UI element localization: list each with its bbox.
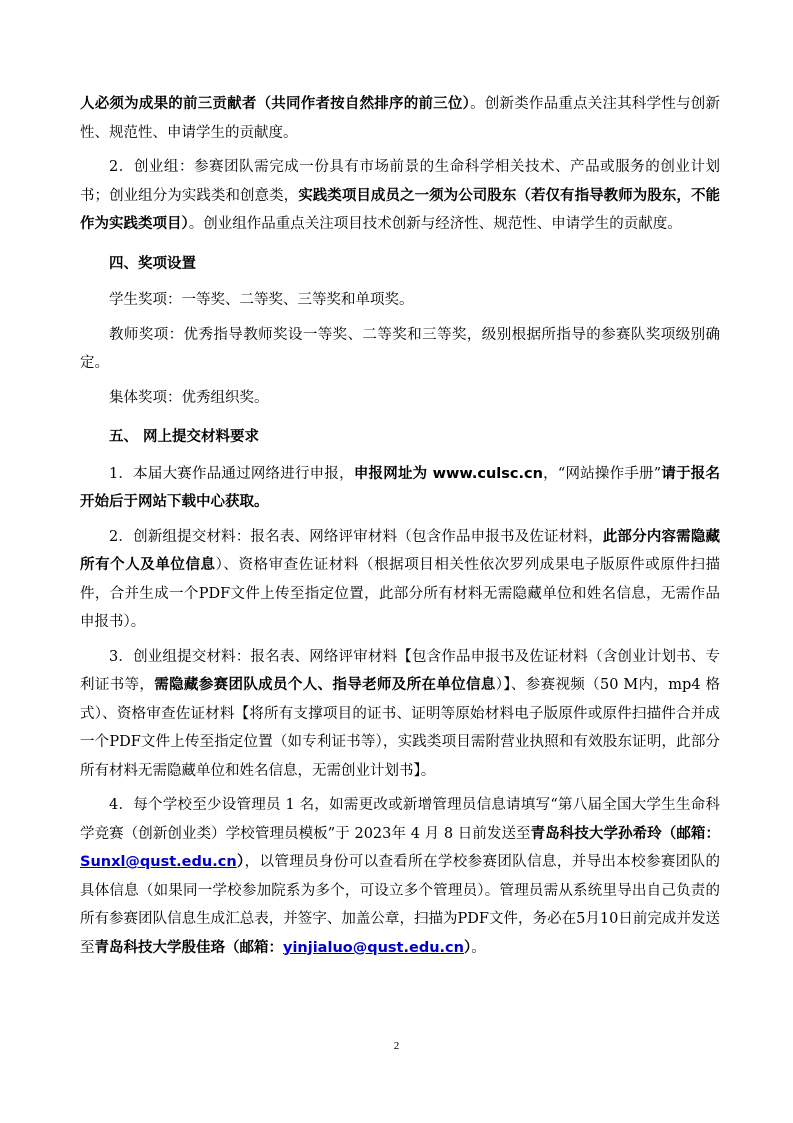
body-text: 。创新类作品重点关注其科学性与创新性、规范性、申请学生的贡献度。 [80,96,721,141]
paragraph-submission-item-2 [80,523,720,637]
body-text: ， [542,465,558,482]
paragraph-submission-item-1 [80,460,720,517]
body-text: 。创业组作品重点关注项目技术创新与经济性、规范性、申请学生的贡献度。 [188,216,682,232]
body-text: ）、资格审查佐证材料（根据项目相关性依次罗列成果电子版原件或原件扫描件，合并生成一个PDF文件上传至指定位置，此部分所有材料无需隐藏单位和姓名信息，无需作品申报书）。 [80,557,721,630]
body-text: 3．创业组提交材料：报名表、网络评审材料【包含作品申报书及佐证材料（含创业计划书、专利证书等， [80,648,720,693]
body-text: 1．本届大赛作品通过网络进行申报， [109,465,354,482]
manual-title: “网站操作手册” [557,465,662,482]
bold-text: 请于报名开始后于网站下载中心获取。 [80,465,721,510]
section-heading-awards: 四、奖项设置 [109,255,196,272]
body-text: 2．创业组：参赛团队需完成一份具有市场前景的生命科学相关技术、产品或服务的创业计划书；创业组分为实践类和创意类， [80,159,720,204]
paragraph-teacher-awards: 教师奖项：优秀指导教师奖设一等奖、二等奖和三等奖，级别根据所指导的参赛队奖项级别确定。 [80,326,720,371]
body-text: 2．创新组提交材料：报名表、网络评审材料（包含作品申报书及佐证材料， [109,528,603,545]
email-link[interactable]: Sunxl@qust.edu.cn [80,854,237,870]
bold-text: ） [236,854,245,870]
paragraph-submission-item-4 [80,791,720,962]
body-text: ）】、参赛视频（50 M内，mp4 格式）、资格审查佐证材料【将所有支撑项目的证书、证明等原始材料电子版原件或原件扫描件合并成一个PDF文件上传至指定位置（如专利证书等），实践类项目需附营业执照和有效股东证明，此部分所有材料无需隐藏单位和姓名信息，无需创业计划书】。 [80,677,720,779]
bold-text: 此部分内容需隐藏所有个人及单位信息 [80,528,720,573]
website-address: 申报网址为 www.culsc.cn [353,465,543,482]
body-text: 。 [471,939,486,956]
contact-name: 青岛科技大学孙希玲（邮箱： [530,825,721,842]
paragraph-collective-awards: 集体奖项：优秀组织奖。 [109,389,269,406]
paragraph-innovation-requirements [80,90,720,147]
bold-text: ） [463,939,472,956]
body-text: 4．每个学校至少设管理员 1 名，如需更改或新增管理员信息请填写“第八届全国大学生生命科学竞赛（创新创业类）学校管理员模板”于 2023年 4 月 8 日前发送至 [80,797,720,842]
email-link[interactable]: yinjialuo@qust.edu.cn [283,939,464,956]
page-body [80,90,720,962]
paragraph-submission-item-3 [80,643,720,786]
bold-text: 需隐藏参赛团队成员个人、指导老师及所在单位信息 [154,677,496,693]
bold-text: 人必须为成果的前三贡献者（共同作者按自然排序的前三位） [80,96,471,112]
bold-text: 实践类项目成员之一须为公司股东（若仅有指导教师为股东，不能作为实践类项目） [80,187,721,232]
page-number: 2 [393,1040,400,1052]
section-heading-submission: 五、 网上提交材料要求 [109,429,260,445]
contact-name: 青岛科技大学殷佳珞（邮箱： [94,939,283,956]
paragraph-student-awards: 学生奖项：一等奖、二等奖、三等奖和单项奖。 [109,292,414,308]
body-text: ，以管理员身份可以查看所在学校参赛团队信息，并导出本校参赛团队的具体信息（如果同一学校参加院系为多个，可设立多个管理员）。管理员需从系统里导出自己负责的所有参赛团队信息生成汇总表，并签字、加盖公章，扫描为PDF文件，务必在5月10日前完成并发送至 [80,854,720,956]
paragraph-startup-group [80,153,720,239]
